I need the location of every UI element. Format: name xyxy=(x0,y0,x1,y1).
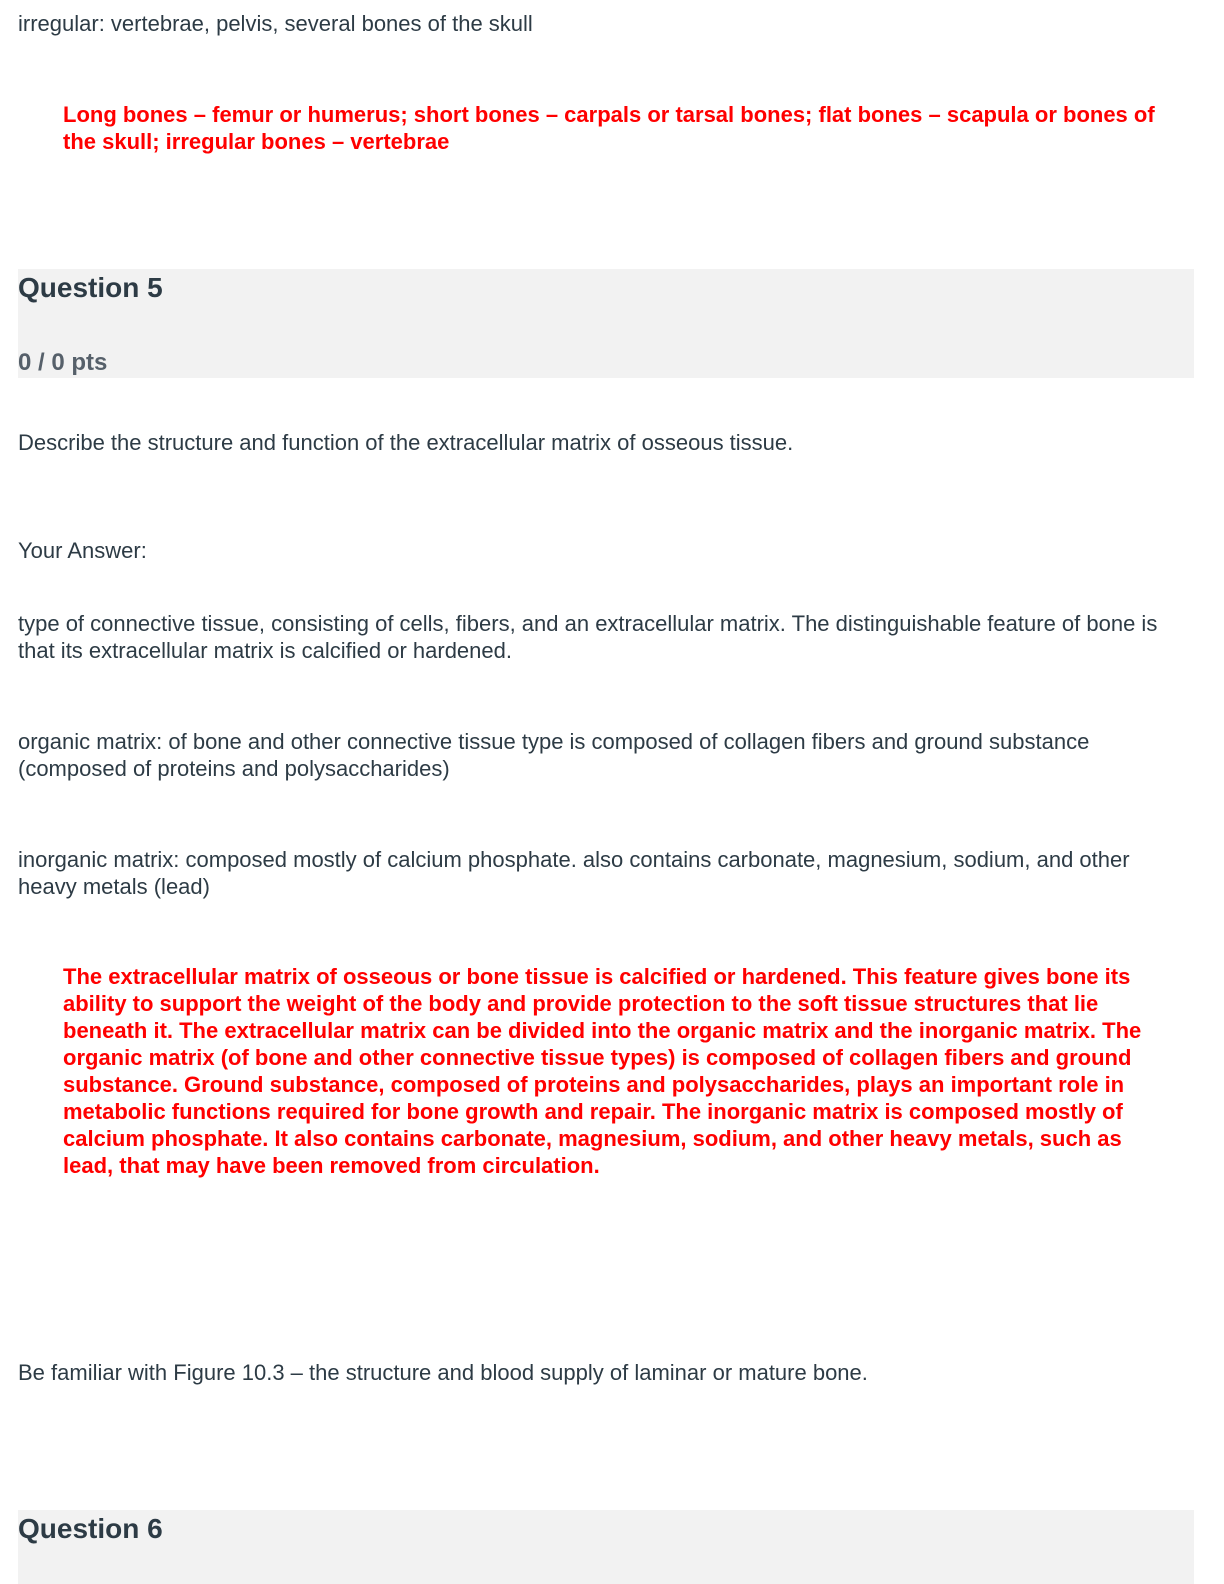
your-answer-label: Your Answer: xyxy=(18,538,147,563)
question-6-title: Question 6 xyxy=(18,1513,163,1544)
question-5-prompt: Describe the structure and function of the extracellular matrix of osseous tissue. xyxy=(18,430,794,455)
figure-note: Be familiar with Figure 10.3 – the structure and blood supply of laminar or mature bone. xyxy=(18,1360,868,1385)
question-5-header xyxy=(18,269,1194,378)
question-5-feedback: The extracellular matrix of osseous or bone tissue is calcified or hardened. This feature gives bone its ability to support the weight of the body and provide protection to the soft tissue structures that lie beneath it. The extracellular matrix can be divided into the organic matrix and the inorganic matrix. The organic matrix (of bone and other connective tissue types) is composed of collagen fibers and ground substance. Ground substance, composed of proteins and polysaccharides, plays an important role in metabolic functions required for bone growth and repair. The inorganic matrix is composed mostly of calcium phosphate. It also contains carbonate, magnesium, sodium, and other heavy metals, such as lead, that may have been removed from circulation. xyxy=(63,964,1142,1178)
answer-paragraph-2: organic matrix: of bone and other connective tissue type is composed of collagen fibers and ground substance (composed of proteins and polysaccharides) xyxy=(18,729,1090,781)
answer-paragraph-1: type of connective tissue, consisting of cells, fibers, and an extracellular matrix. The distinguishable feature of bone is that its extracellular matrix is calcified or hardened. xyxy=(18,611,1158,663)
question-5-title: Question 5 xyxy=(18,272,163,303)
answer-paragraph-3: inorganic matrix: composed mostly of calcium phosphate. also contains carbonate, magnesium, sodium, and other heavy metals (lead) xyxy=(18,847,1130,899)
question-5-points: 0 / 0 pts xyxy=(18,349,108,376)
question-6-header xyxy=(18,1510,1194,1584)
question-4-feedback: Long bones – femur or humerus; short bones – carpals or tarsal bones; flat bones – scapula or bones of the skull; irregular bones – vertebrae xyxy=(63,102,1155,154)
previous-answer-text: irregular: vertebrae, pelvis, several bones of the skull xyxy=(18,11,533,36)
